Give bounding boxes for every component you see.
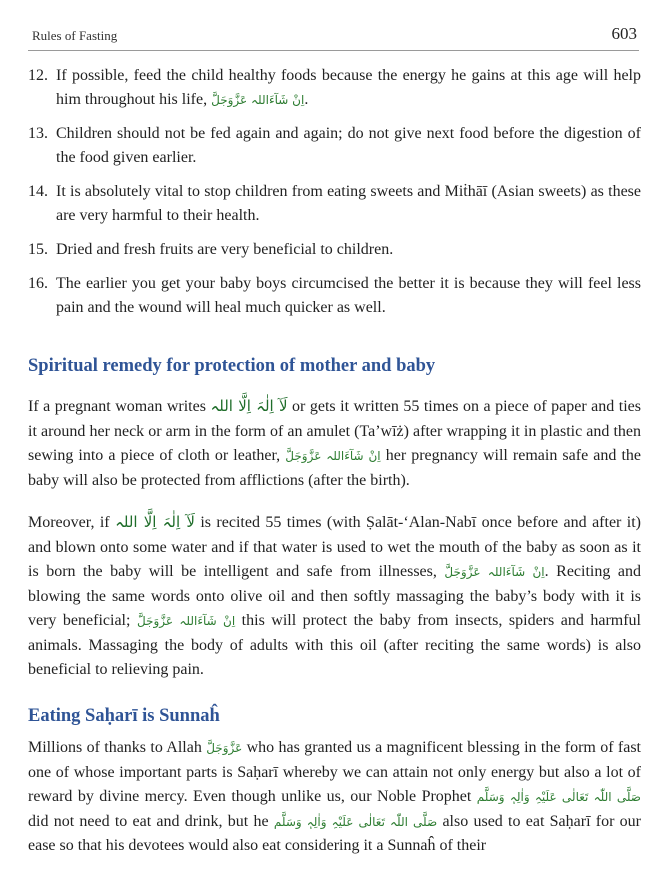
list-item-text: Children should not be fed again and again; do not give next food before the digestion of the food given earlier. bbox=[56, 125, 641, 166]
paragraph-text: also used to eat Saḥarī for our ease so that his devotees would also eat considering it a Sunnaĥ of their bbox=[28, 812, 642, 854]
list-item-text: Dried and fresh fruits are very beneficial to children. bbox=[56, 241, 394, 258]
paragraph-text: who has granted us a magnificent blessing in the form of fast one of whose important parts is Saḥarī whereby we can attain not only energy but also a lot of reward by divine mercy. Even though unlike us, our Noble Prophet bbox=[28, 739, 641, 805]
paragraph-amulet bbox=[28, 394, 641, 493]
list-item bbox=[28, 180, 641, 228]
list-item-number: 15. bbox=[28, 241, 48, 258]
inshaallah-calligraphy: اِنْ شَآءَاللہ عَزَّوَجَلَّ bbox=[211, 93, 305, 107]
numbered-list bbox=[28, 64, 641, 330]
page-header bbox=[28, 22, 639, 51]
azza-wajal-calligraphy: عَزَّوَجَلَّ bbox=[206, 741, 243, 755]
paragraph-text: Millions of thanks to Allah bbox=[28, 739, 207, 756]
kalimah-calligraphy: لَآ اِلٰہَ اِلَّا اللہ bbox=[115, 513, 195, 531]
section-heading-sahari: Eating Saḥarī is Sunnaĥ bbox=[28, 706, 220, 726]
paragraph-text: . Reciting and blowing the same words onto olive oil and then softly massaging the baby’s body with it is very beneficial; bbox=[28, 563, 641, 629]
page-number: 603 bbox=[611, 24, 637, 43]
paragraph-text: Moreover, if bbox=[28, 514, 116, 531]
list-item bbox=[28, 272, 641, 320]
paragraph-text: did not need to eat and drink, but he bbox=[28, 812, 274, 830]
paragraph-text: this will protect the baby from insects, spiders and harmful animals. Massaging the body of adults with this oil (after reciting the same words) is also beneficial to relieving pain. bbox=[28, 612, 641, 678]
list-item bbox=[28, 238, 641, 262]
list-item bbox=[28, 64, 641, 112]
inshaallah-calligraphy: اِنْ شَآءَاللہ عَزَّوَجَلَّ bbox=[444, 565, 545, 579]
list-item-number: 12. bbox=[28, 67, 48, 84]
inshaallah-calligraphy: اِنْ شَآءَاللہ عَزَّوَجَلَّ bbox=[285, 449, 381, 463]
paragraph-recitation bbox=[28, 510, 641, 683]
salawat-calligraphy: صَلَّی اللّٰہ تَعَالٰی عَلَیْہِ وَاٰلِہٖ وَسَلَّم bbox=[476, 790, 641, 804]
section-heading-spiritual-remedy: Spiritual remedy for protection of mother and baby bbox=[28, 356, 436, 376]
list-item-number: 14. bbox=[28, 183, 48, 200]
kalimah-calligraphy: لَآ اِلٰہَ اِلَّا اللہ bbox=[210, 397, 288, 415]
list-item-number: 16. bbox=[28, 275, 48, 292]
list-item-number: 13. bbox=[28, 125, 48, 142]
paragraph-text: her pregnancy will remain safe and the baby will also be protected from afflictions (after the birth). bbox=[28, 447, 641, 489]
list-item-text bbox=[56, 64, 641, 112]
paragraph-sahari bbox=[28, 736, 641, 859]
paragraph-text: is recited 55 times (with Ṣalāt-‘Alan-Nabī once before and after it) and blown onto some water and if that water is used to wet the mouth of the baby as soon as it is born the baby will be intelligent and safe from illnesses, bbox=[28, 514, 642, 580]
list-item-text-part: If possible, feed the child healthy foods because the energy he gains at this age will help him throughout his life, bbox=[56, 67, 641, 108]
paragraph-text: If a pregnant woman writes bbox=[28, 398, 211, 415]
salawat-calligraphy: صَلَّی اللّٰہ تَعَالٰی عَلَیْہِ وَاٰلِہٖ وَسَلَّم bbox=[273, 814, 438, 829]
list-item bbox=[28, 122, 641, 170]
paragraph-text: or gets it written 55 times on a piece of paper and ties it around her neck or arm in the form of an amulet (Ta’wīż) after wrapping it in plastic and then sewing into a piece of cloth or leather, bbox=[28, 398, 642, 464]
list-item-text-part: . bbox=[304, 91, 309, 108]
list-item-text: The earlier you get your baby boys circumcised the better it is because they will feel less pain and the wound will heal much quicker as well. bbox=[56, 275, 641, 316]
inshaallah-calligraphy: اِنْ شَآءَاللہ عَزَّوَجَلَّ bbox=[136, 614, 236, 628]
running-head: Rules of Fasting bbox=[32, 28, 118, 43]
list-item-text: It is absolutely vital to stop children from eating sweets and Miṫhāī (Asian sweets) as these are very harmful to their health. bbox=[56, 183, 641, 224]
